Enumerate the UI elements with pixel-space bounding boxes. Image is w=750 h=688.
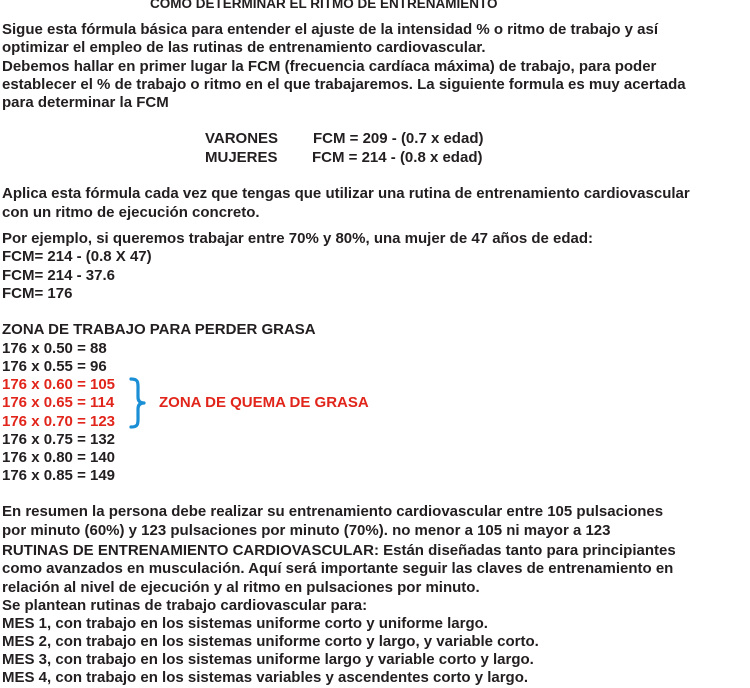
month-line: MES 1, con trabajo en los sistemas uniforme corto y uniforme largo. <box>2 615 488 632</box>
month-line: MES 2, con trabajo en los sistemas uniforme corto y largo, y variable corto. <box>2 633 539 650</box>
zone-line: 176 x 0.55 = 96 <box>2 358 107 375</box>
example-line: Por ejemplo, si queremos trabajar entre 70% y 80%, una mujer de 47 años de edad: <box>2 230 594 247</box>
fat-burn-zone-label: ZONA DE QUEMA DE GRASA <box>159 394 369 411</box>
formula-value-varones: FCM = 209 - (0.7 x edad) <box>313 130 484 147</box>
intro-line: para determinar la FCM <box>2 94 169 111</box>
zone-line: 176 x 0.75 = 132 <box>2 431 116 448</box>
intro-line: optimizar el empleo de las rutinas de entrenamiento cardiovascular. <box>2 39 486 56</box>
zone-line: 176 x 0.85 = 149 <box>2 467 116 484</box>
month-line: MES 3, con trabajo en los sistemas uniforme largo y variable corto y largo. <box>2 651 534 668</box>
intro-line: establecer el % de trabajo o ritmo en el que trabajaremos. La siguiente formula es muy acertada <box>2 76 686 93</box>
formula-label-varones: VARONES <box>205 130 279 147</box>
summary-line: por minuto (60%) y 123 pulsaciones por minuto (70%). no menor a 105 ni mayor a 123 <box>2 522 611 539</box>
month-line: MES 4, con trabajo en los sistemas variables y ascendentes corto y largo. <box>2 669 529 686</box>
zone-line-highlight: 176 x 0.70 = 123 <box>2 413 116 430</box>
page-title: COMO DETERMINAR EL RITMO DE ENTRENAMIENTO <box>150 0 498 11</box>
routines-line: Se plantean rutinas de trabajo cardiovascular para: <box>2 597 368 614</box>
formula-label-mujeres: MUJERES <box>205 149 278 166</box>
example-line: FCM= 214 - (0.8 X 47) <box>2 248 152 265</box>
routines-line: como avanzados en musculación. Aquí será importante seguir las claves de entrenamiento en <box>2 560 674 577</box>
intro-line: Debemos hallar en primer lugar la FCM (frecuencia cardíaca máxima) de trabajo, para poder <box>2 58 657 75</box>
zone-heading: ZONA DE TRABAJO PARA PERDER GRASA <box>2 321 316 338</box>
zone-line: 176 x 0.80 = 140 <box>2 449 116 466</box>
curly-brace-icon <box>127 377 147 429</box>
summary-line: En resumen la persona debe realizar su entrenamiento cardiovascular entre 105 pulsaciones <box>2 503 664 520</box>
routines-line: RUTINAS DE ENTRENAMIENTO CARDIOVASCULAR: Están diseñadas tanto para principiantes <box>2 542 676 559</box>
apply-line: con un ritmo de ejecución concreto. <box>2 204 260 221</box>
zone-line-highlight: 176 x 0.65 = 114 <box>2 394 115 411</box>
zone-line: 176 x 0.50 = 88 <box>2 340 107 357</box>
intro-line: Sigue esta fórmula básica para entender el ajuste de la intensidad % o ritmo de trabajo y así <box>2 21 659 38</box>
apply-line: Aplica esta fórmula cada vez que tengas que utilizar una rutina de entrenamiento cardiovascular <box>2 185 690 202</box>
routines-line: relación al nivel de ejecución y al ritmo en pulsaciones por minuto. <box>2 579 480 596</box>
formula-value-mujeres: FCM = 214 - (0.8 x edad) <box>312 149 483 166</box>
example-line: FCM= 214 - 37.6 <box>2 267 115 284</box>
example-line: FCM= 176 <box>2 285 73 302</box>
zone-line-highlight: 176 x 0.60 = 105 <box>2 376 116 393</box>
